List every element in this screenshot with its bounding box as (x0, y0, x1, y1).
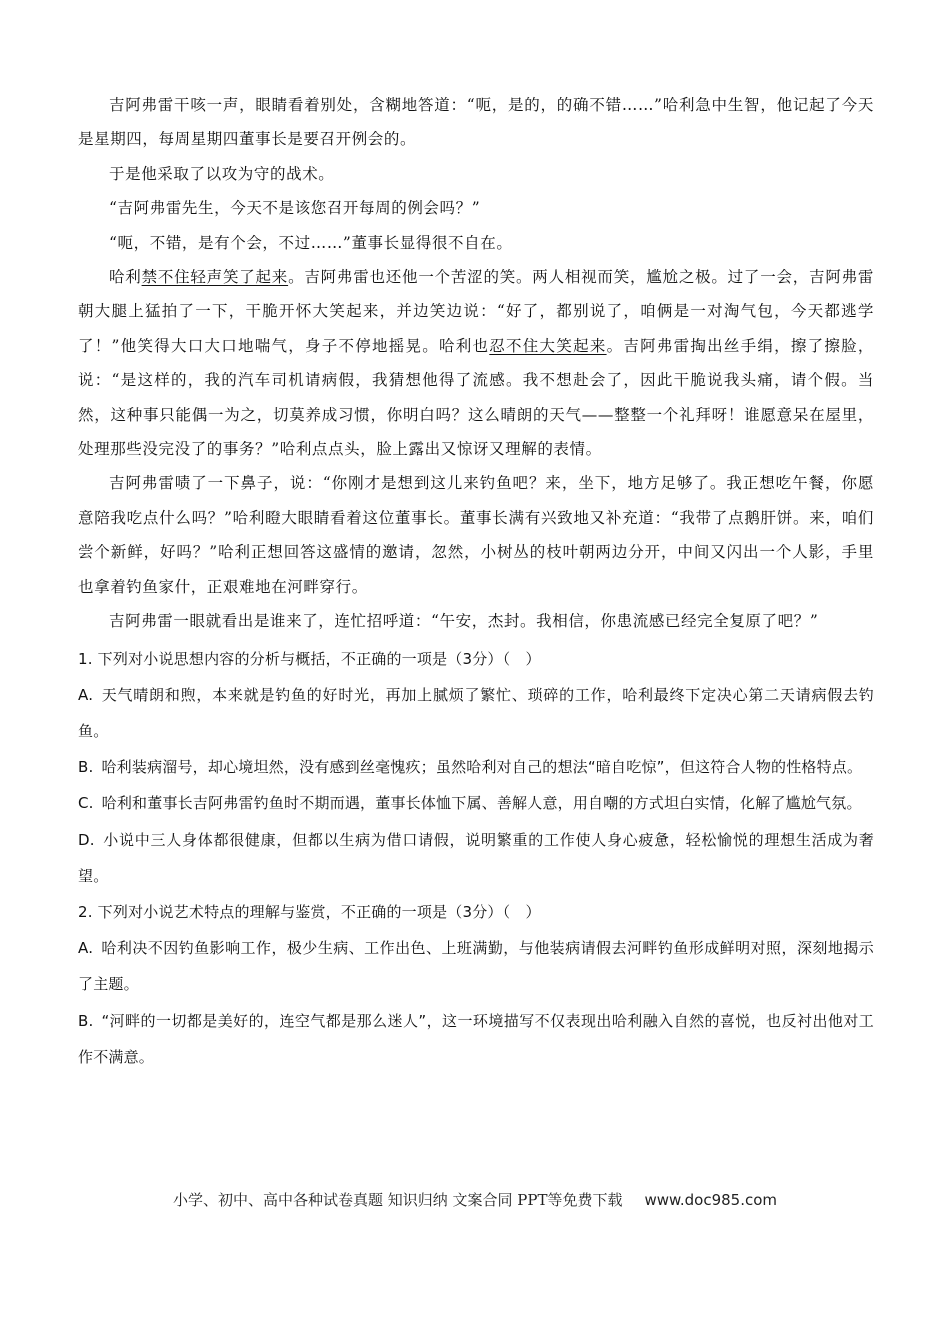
option-key: A. (78, 685, 94, 704)
text-run: 。吉阿弗雷掏出丝手绢，擦了擦脸，说：“是这样的，我的汽车司机请病假，我猜想他得了流感。我不想赴会了，因此干脆说我头痛，请个假。当然，这种事只能偶一为之，切莫养成习惯，你明白吗？这么晴朗的天气——整整一个礼拜呀！谁愿意呆在屋里，处理那些没完没了的事务？”哈利点点头，脸上露出又惊讶又理解的表情。 (78, 336, 874, 459)
option-text: 哈利决不因钓鱼影响工作，极少生病、工作出色、上班满勤，与他装病请假去河畔钓鱼形成鲜明对照，深刻地揭示了主题。 (78, 939, 874, 994)
story-paragraph-5 (78, 260, 874, 466)
story-paragraph-3: “吉阿弗雷先生，今天不是该您召开每周的例会吗？” (109, 199, 481, 218)
question-1-option-d (78, 822, 874, 894)
question-1-option-c (78, 785, 874, 821)
footer-text: 小学、初中、高中各种试卷真题 知识归纳 文案合同 PPT等免费下载 (172, 1191, 623, 1209)
underlined-phrase-2: 忍不住大笑起来 (489, 336, 607, 355)
text-run: 哈利 (109, 268, 142, 287)
story-excerpt (78, 88, 874, 639)
option-text: 小说中三人身体都很健康，但都以生病为借口请假，说明繁重的工作使人身心疲惫，轻松愉悦的理想生活成为奢望。 (78, 830, 874, 885)
story-paragraph-4: “呃，不错，是有个会，不过……”董事长显得很不自在。 (109, 233, 513, 252)
story-paragraph-6: 吉阿弗雷啧了一下鼻子，说：“你刚才是想到这儿来钓鱼吧？来，坐下，地方足够了。我正想吃午餐，你愿意陪我吃点什么吗？”哈利瞪大眼睛看着这位董事长。董事长满有兴致地又补充道：“我带了点鹅肝饼。来，咱们尝个新鲜，好吗？”哈利正想回答这盛情的邀请，忽然，小树丛的枝叶朝两边分开，中间又闪出一个人影，手里也拿着钓鱼家什，正艰难地在河畔穿行。 (78, 474, 874, 596)
story-paragraph-7: 吉阿弗雷一眼就看出是谁来了，连忙招呼道：“午安，杰封。我相信，你患流感已经完全复原了吧？” (109, 612, 819, 631)
story-paragraph-1: 吉阿弗雷干咳一声，眼睛看着别处，含糊地答道：“呃，是的，的确不错……”哈利急中生智，他记起了今天是星期四，每周星期四董事长是要召开例会的。 (78, 96, 874, 149)
question-2-option-a (78, 930, 874, 1002)
option-key: C. (78, 794, 94, 813)
question-2-stem: 2. 下列对小说艺术特点的理解与鉴赏，不正确的一项是（3分）（ ） (78, 902, 541, 921)
option-key: B. (78, 1011, 94, 1030)
question-1-option-a (78, 677, 874, 749)
page-footer (0, 1189, 950, 1210)
footer-site-link[interactable]: www.doc985.com (644, 1191, 778, 1209)
option-text: “河畔的一切都是美好的，连空气都是那么迷人”，这一环境描写不仅表现出哈利融入自然的喜悦，也反衬出他对工作不满意。 (78, 1011, 874, 1066)
question-1-option-b (78, 749, 874, 785)
underlined-phrase-1: 禁不住轻声笑了起来 (141, 268, 289, 287)
option-key: D. (78, 830, 95, 849)
question-1-stem: 1. 下列对小说思想内容的分析与概括，不正确的一项是（3分）（ ） (78, 649, 541, 668)
option-text: 天气晴朗和煦，本来就是钓鱼的好时光，再加上腻烦了繁忙、琐碎的工作，哈利最终下定决心第二天请病假去钓鱼。 (78, 685, 874, 740)
document-page (78, 88, 874, 1075)
story-paragraph-2: 于是他采取了以攻为守的战术。 (109, 164, 335, 183)
question-section (78, 641, 874, 1075)
text-run: 。吉阿弗雷也还他一个苦涩的笑。两人相视而笑，尴尬之极。过了一会，吉阿弗雷朝大腿上猛拍了一下，干脆开怀大笑起来，并边笑边说：“好了，都别说了，咱俩是一对淘气包，今天都逃学了！”他笑得大口大口地喘气，身子不停地摇晃。哈利也 (78, 268, 874, 355)
option-key: A. (78, 939, 94, 958)
option-key: B. (78, 758, 94, 777)
option-text: 哈利和董事长吉阿弗雷钓鱼时不期而遇，董事长体恤下属、善解人意，用自嘲的方式坦白实情，化解了尴尬气氛。 (101, 794, 862, 813)
question-2-option-b (78, 1003, 874, 1075)
option-text: 哈利装病溜号，却心境坦然，没有感到丝毫愧疚；虽然哈利对自己的想法“暗自吃惊”，但这符合人物的性格特点。 (101, 758, 863, 777)
